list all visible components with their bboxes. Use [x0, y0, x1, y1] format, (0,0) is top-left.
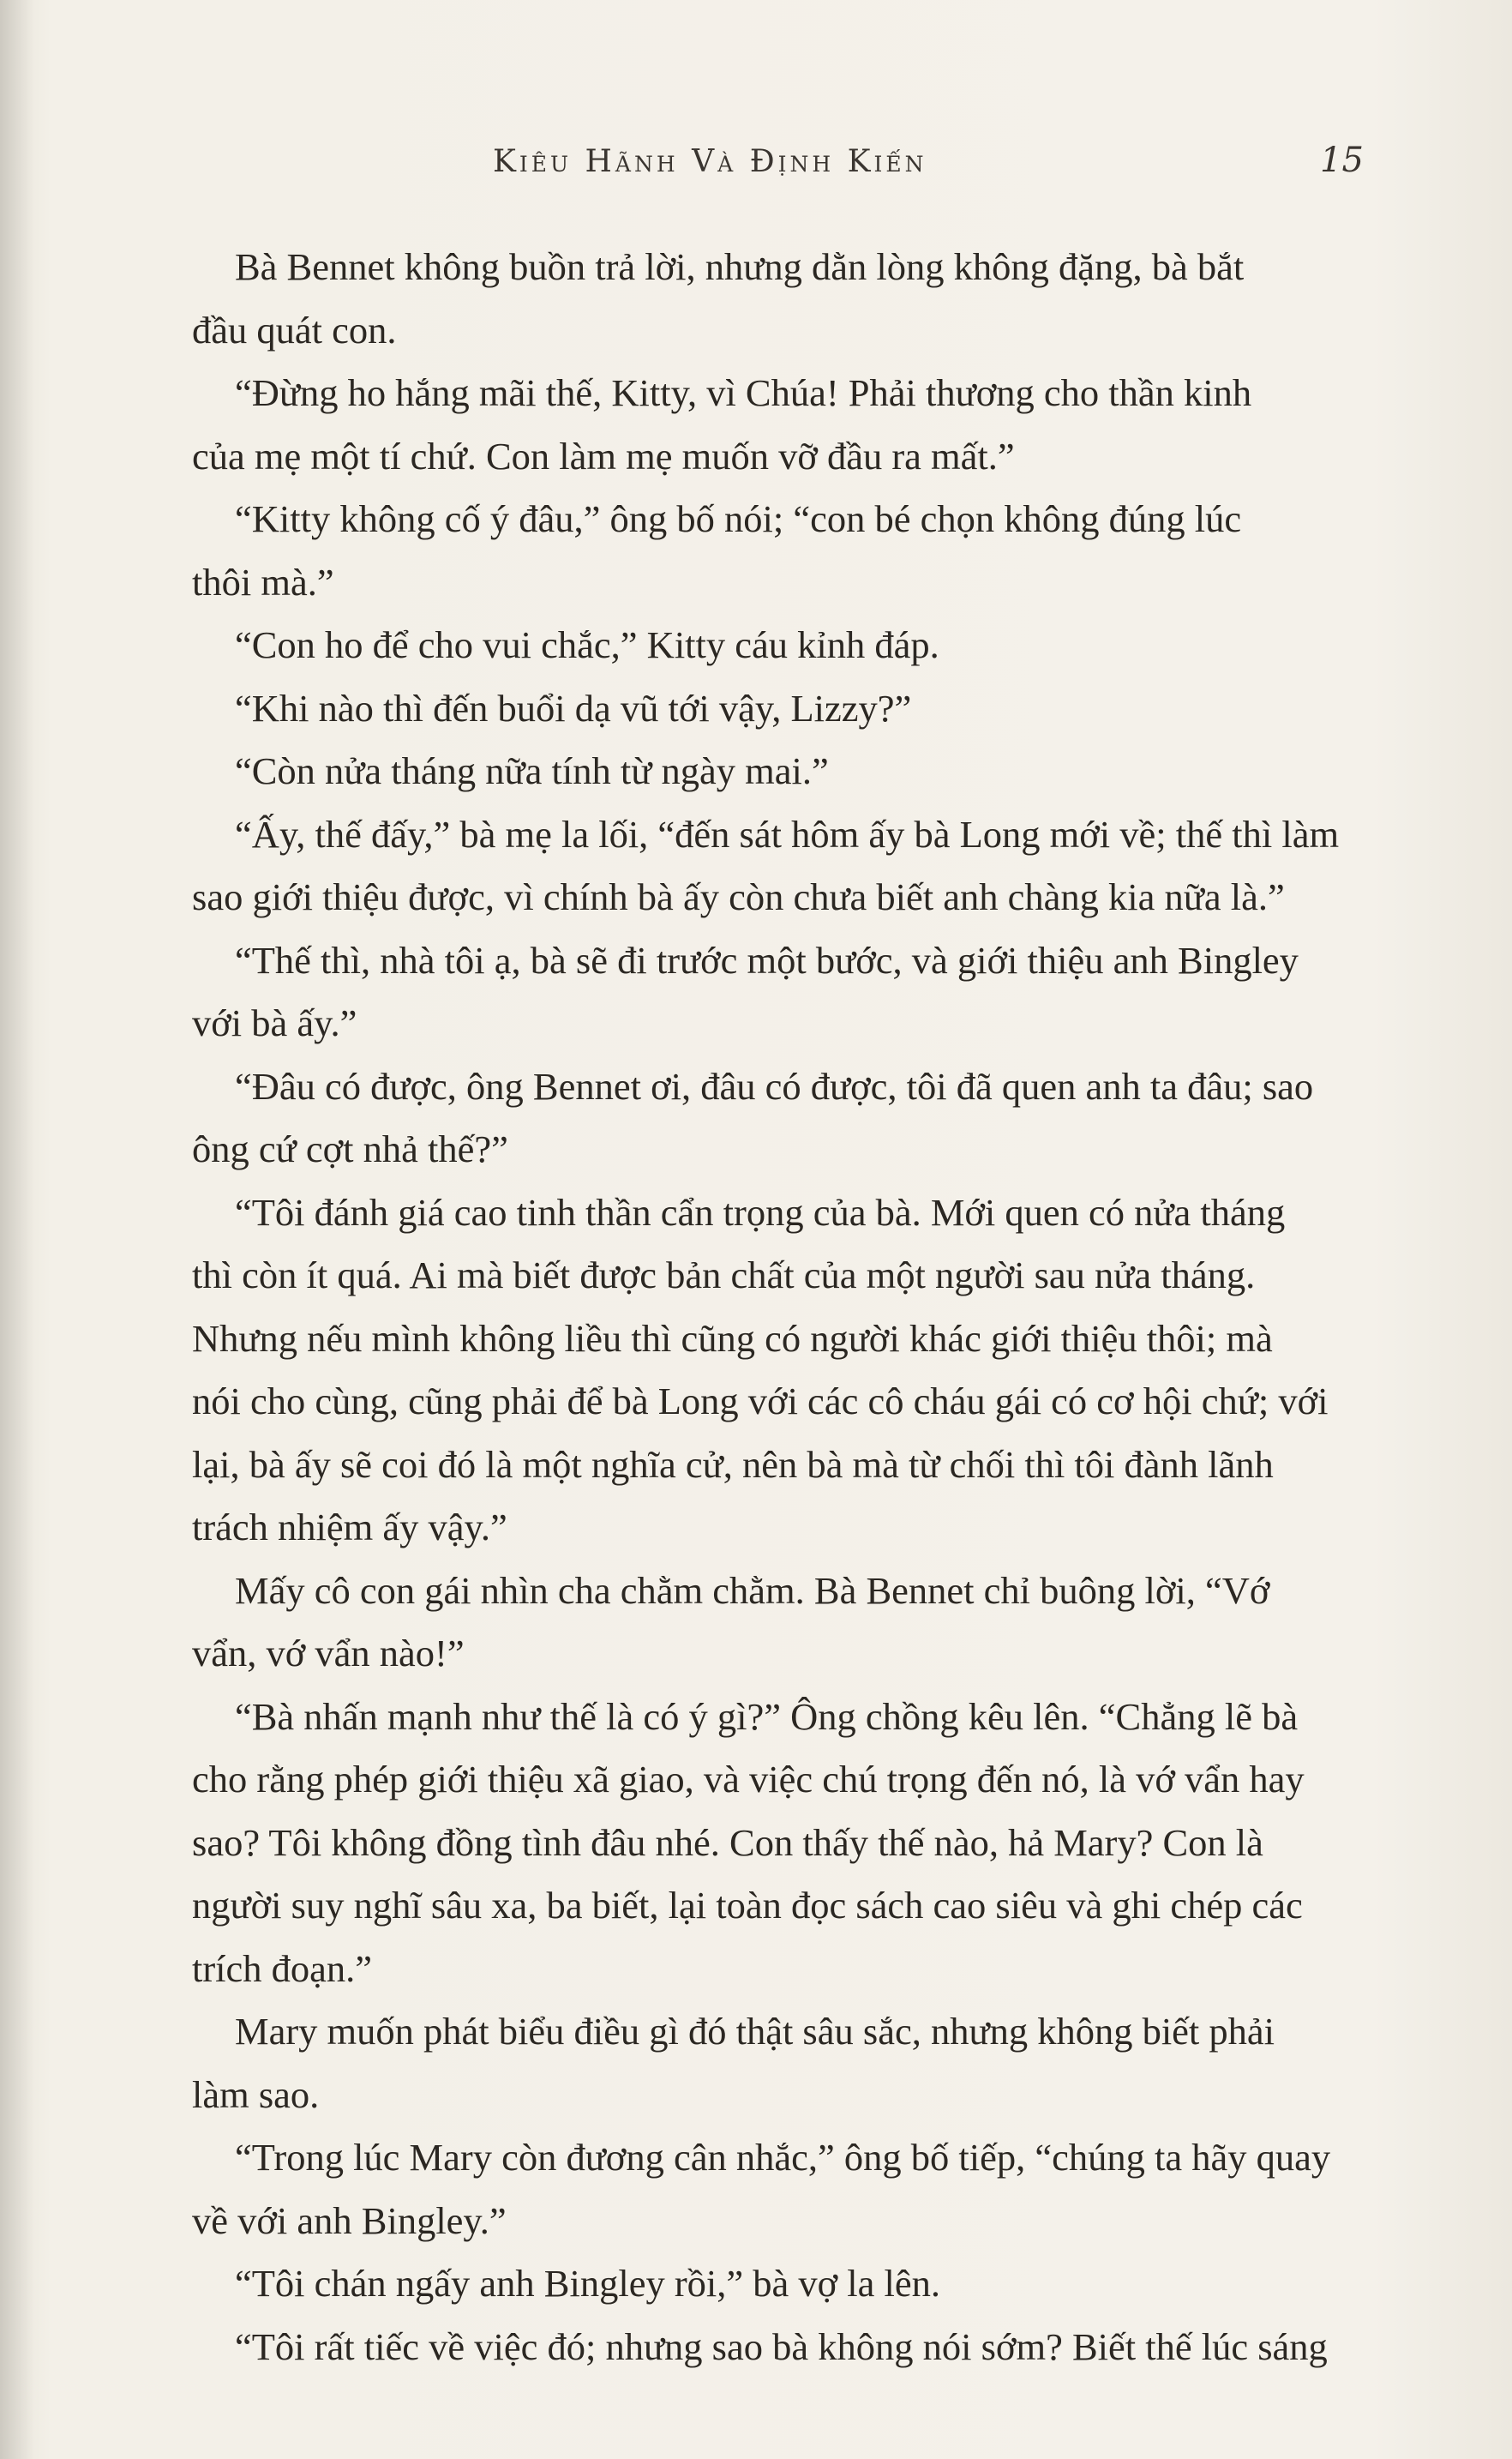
- text-line: vẩn, vớ vẩn nào!”: [192, 1632, 465, 1674]
- paragraph: [192, 614, 1375, 677]
- text-line: sao? Tôi không đồng tình đâu nhé. Con thấy thế nào, hả Mary? Con là: [192, 1820, 1263, 1864]
- text-line: “Ấy, thế đấy,” bà mẹ la lối, “đến sát hôm ấy bà Long mới về; thế thì làm: [235, 812, 1340, 856]
- paragraph: [192, 1181, 1375, 1560]
- text-line: “Trong lúc Mary còn đương cân nhắc,” ông bố tiếp, “chúng ta hãy quay: [235, 2136, 1331, 2179]
- running-title: Kiêu Hãnh Và Định Kiến: [493, 144, 927, 179]
- paragraph: [192, 2316, 1375, 2379]
- text-line: “Tôi đánh giá cao tinh thần cẩn trọng của bà. Mới quen có nửa tháng: [235, 1190, 1286, 1234]
- text-line: sao giới thiệu được, vì chính bà ấy còn chưa biết anh chàng kia nữa là.”: [192, 875, 1285, 918]
- paragraph: [192, 1560, 1375, 1686]
- page-number: 15: [1320, 141, 1364, 180]
- text-line: Mấy cô con gái nhìn cha chằm chằm. Bà Bennet chỉ buông lời, “Vớ: [235, 1568, 1270, 1612]
- paragraph: [192, 362, 1375, 488]
- paragraph: [192, 2000, 1375, 2126]
- text-line: về với anh Bingley.”: [192, 2198, 507, 2242]
- text-line: “Đừng ho hắng mãi thế, Kitty, vì Chúa! Phải thương cho thần kinh: [235, 371, 1252, 414]
- text-line: “Còn nửa tháng nữa tính từ ngày mai.”: [235, 749, 829, 792]
- text-line: làm sao.: [192, 2072, 320, 2116]
- text-line: thì còn ít quá. Ai mà biết được bản chất của một người sau nửa tháng.: [192, 1254, 1256, 1296]
- text-line: “Khi nào thì đến buổi dạ vũ tới vậy, Lizzy?”: [235, 686, 912, 730]
- text-line: nói cho cùng, cũng phải để bà Long với các cô cháu gái có cơ hội chứ; với: [192, 1380, 1329, 1422]
- body-text: [192, 236, 1375, 2378]
- text-line: lại, bà ấy sẽ coi đó là một nghĩa cử, nên bà mà từ chối thì tôi đành lãnh: [192, 1442, 1274, 1486]
- text-line: trích đoạn.”: [192, 1946, 373, 1990]
- text-line: của mẹ một tí chứ. Con làm mẹ muốn vỡ đầu ra mất.”: [192, 434, 1015, 478]
- text-line: đầu quát con.: [192, 308, 397, 352]
- paragraph: [192, 2126, 1375, 2252]
- paragraph: [192, 2252, 1375, 2316]
- text-line: người suy nghĩ sâu xa, ba biết, lại toàn đọc sách cao siêu và ghi chép các: [192, 1884, 1303, 1927]
- text-line: ông cứ cợt nhả thế?”: [192, 1127, 508, 1170]
- text-line: Mary muốn phát biểu điều gì đó thật sâu sắc, nhưng không biết phải: [235, 2010, 1275, 2053]
- paragraph: [192, 1055, 1375, 1181]
- text-line: “Thế thì, nhà tôi ạ, bà sẽ đi trước một bước, và giới thiệu anh Bingley: [235, 938, 1299, 982]
- paragraph: [192, 740, 1375, 803]
- text-line: với bà ấy.”: [192, 1001, 357, 1044]
- text-line: cho rằng phép giới thiệu xã giao, và việc chú trọng đến nó, là vớ vẩn hay: [192, 1758, 1305, 1801]
- text-line: trách nhiệm ấy vậy.”: [192, 1506, 507, 1548]
- paragraph: [192, 236, 1375, 362]
- paragraph: [192, 1686, 1375, 2001]
- paragraph: [192, 803, 1375, 929]
- text-line: thôi mà.”: [192, 560, 334, 604]
- paragraph: [192, 929, 1375, 1055]
- text-line: “Con ho để cho vui chắc,” Kitty cáu kỉnh đáp.: [235, 623, 939, 666]
- paragraph: [192, 488, 1375, 614]
- text-line: “Tôi rất tiếc về việc đó; nhưng sao bà không nói sớm? Biết thế lúc sáng: [235, 2324, 1328, 2368]
- text-line: Nhưng nếu mình không liều thì cũng có người khác giới thiệu thôi; mà: [192, 1316, 1273, 1360]
- text-line: Bà Bennet không buồn trả lời, nhưng dằn lòng không đặng, bà bắt: [235, 245, 1245, 288]
- text-line: “Bà nhấn mạnh như thế là có ý gì?” Ông chồng kêu lên. “Chẳng lẽ bà: [235, 1694, 1299, 1738]
- gutter-shadow: [0, 0, 34, 2459]
- text-line: “Tôi chán ngấy anh Bingley rồi,” bà vợ la lên.: [235, 2262, 941, 2305]
- text-line: “Kitty không cố ý đâu,” ông bố nói; “con bé chọn không đúng lúc: [235, 497, 1242, 540]
- paragraph: [192, 677, 1375, 741]
- text-line: “Đâu có được, ông Bennet ơi, đâu có được, tôi đã quen anh ta đâu; sao: [235, 1064, 1314, 1108]
